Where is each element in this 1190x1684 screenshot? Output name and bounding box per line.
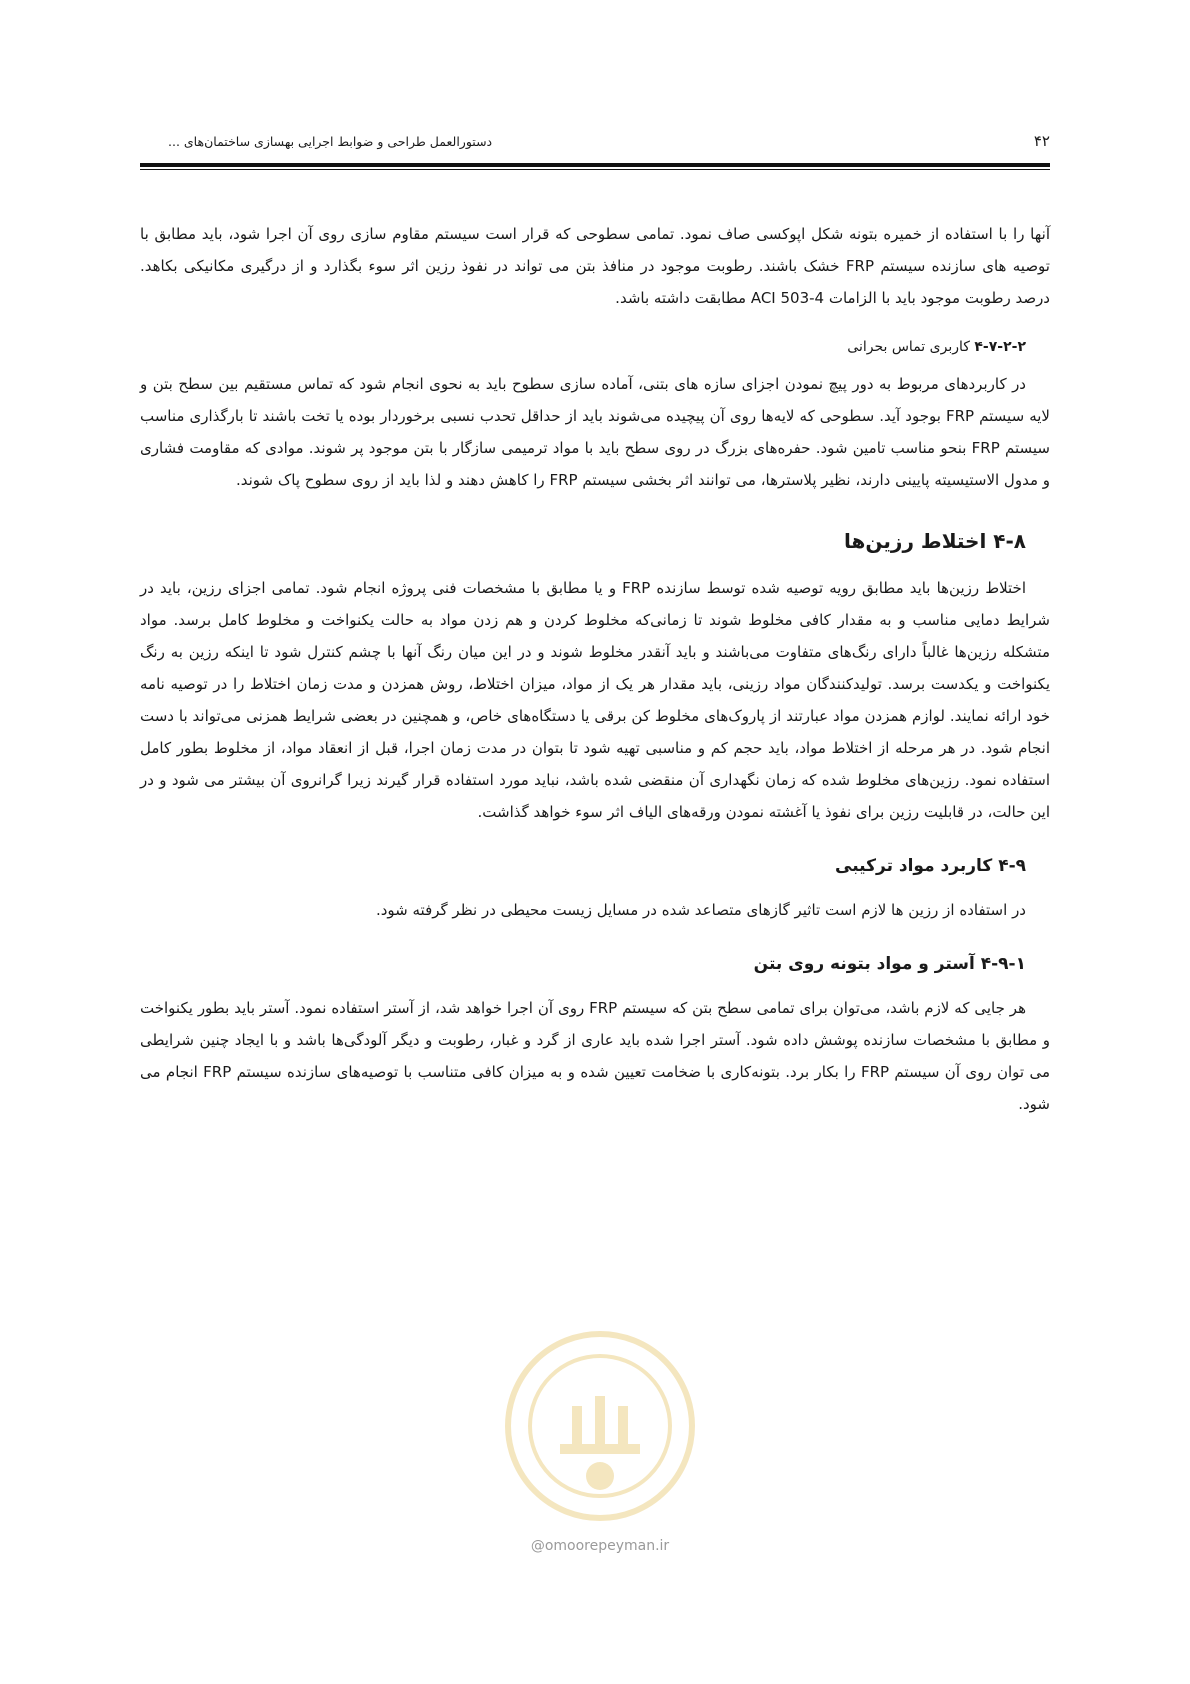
paragraph-1: آنها را با استفاده از خمیره بتونه شکل اپوکسی صاف نمود. تمامی سطوحی که قرار است سیستم مقاوم سازی روی آن اجرا شود، باید مطابق با توصیه های سازنده سیستم FRP خشک باشند. رطوبت موجود در منافذ بتن می تواند در نفوذ رزین اثر سوء بگذارد و از درگیری مکانیکی بکاهد. درصد رطوبت موجود باید با الزامات ACI 503-4 مطابقت داشته باشد.	[140, 225, 1050, 307]
heading-4-9-1: ۴-۹-۱ آستر و مواد بتونه روی بتن	[753, 954, 1026, 974]
body-text	[140, 218, 1050, 1120]
heading-4-9: ۴-۹ کاربرد مواد ترکیبی	[835, 856, 1026, 876]
page-header	[140, 118, 1050, 168]
heading-number: ۴-۷-۲-۲	[974, 339, 1026, 355]
paragraph-3: اختلاط رزین‌ها باید مطابق رویه توصیه شده توسط سازنده FRP و یا مطابق با مشخصات فنی پروژه انجام شود. تمامی اجزای رزین، باید در شرایط دمایی مناسب و به مقدار کافی مخلوط شوند تا زمانی‌که مخلوط کردن و هم زدن مواد به حالت یکنواخت و مخلوط کامل برسد. مواد متشکله رزین‌ها غالباً دارای رنگ‌های متفاوت می‌باشند و باید آنقدر مخلوط شوند و در این میان رنگ آنها با چشم کنترل شود تا اینکه رزین به رنگ یکنواخت و یکدست برسد. تولیدکنندگان مواد رزینی، باید مقدار هر یک از مواد، میزان اختلاط، روش همزدن و مدت زمان اختلاط را در توصیه نامه خود ارائه نمایند. لوازم همزدن مواد عبارتند از پاروک‌های مخلوط کن برقی یا دستگاه‌های خاص، و همچنین در بعضی شرایط همزنی می‌تواند با دست انجام شود. در هر مرحله از اختلاط مواد، باید حجم کم و مناسبی تهیه شود تا بتوان در مدت زمان اجرا، قبل از انعقاد مواد، از مخلوط بطور کامل استفاده نمود. رزین‌های مخلوط شده که زمان نگهداری آن منقضی شده باشد، نباید مورد استفاده قرار گیرند زیرا گرانروی آن بیشتر می شود و در این حالت، در قابلیت رزین برای نفوذ یا آغشته نمودن ورقه‌های الیاف اثر سوء خواهد گذاشت.	[140, 579, 1050, 821]
heading-4-7-2-2	[140, 336, 1050, 358]
paragraph-2: در کاربردهای مربوط به دور پیچ نمودن اجزای سازه های بتنی، آماده سازی سطوح باید به نحوی انجام شود که تماس مستقیم بین سطح بتن و لایه سیستم FRP بوجود آید. سطوحی که لایه‌ها روی آن پیچیده می‌شوند باید از حداقل تحدب نسبی برخوردار بوده یا تخت باشند تا بارگذاری مناسب سیستم FRP بنحو مناسب تامین شود. حفره‌های بزرگ در روی سطح باید با مواد ترمیمی سازگار با بتن موجود پر شوند. موادی که مقاومت فشاری و مدول الاستیسیته پایینی دارند، نظیر پلاسترها، می توانند اثر بخشی سیستم FRP را کاهش دهند و لذا باید از روی سطوح پاک شوند.	[140, 375, 1050, 489]
heading-4-8: ۴-۸ اختلاط رزین‌ها	[844, 529, 1026, 553]
heading-text: کاربری تماس بحرانی	[847, 339, 970, 355]
gear-seal-icon	[500, 1326, 700, 1526]
running-title: دستورالعمل طراحی و ضوابط اجرایی بهسازی ساختمان‌های ...	[168, 134, 493, 149]
header-rule	[140, 163, 1050, 167]
paragraph-5: هر جایی که لازم باشد، می‌توان برای تمامی سطح بتن که سیستم FRP روی آن اجرا خواهد شد، از آستر استفاده نمود. آستر باید بطور یکنواخت و مطابق با مشخصات سازنده پوشش داده شود. آستر اجرا شده باید عاری از گرد و غبار، رطوبت و دیگر آلودگی‌ها باشد و با ایجاد چنین شرایطی می توان روی آن سیستم FRP را بکار برد. بتونه‌کاری با ضخامت تعیین شده و به میزان کافی متناسب با توصیه‌های سازنده سیستم FRP انجام می شود.	[140, 999, 1050, 1113]
watermark-site: @omoorepeyman.ir	[530, 1538, 670, 1554]
page-number: ۴۲	[1033, 132, 1050, 150]
paragraph-4: در استفاده از رزین ها لازم است تاثیر گازهای متصاعد شده در مسایل زیست محیطی در نظر گرفته شود.	[375, 901, 1026, 919]
